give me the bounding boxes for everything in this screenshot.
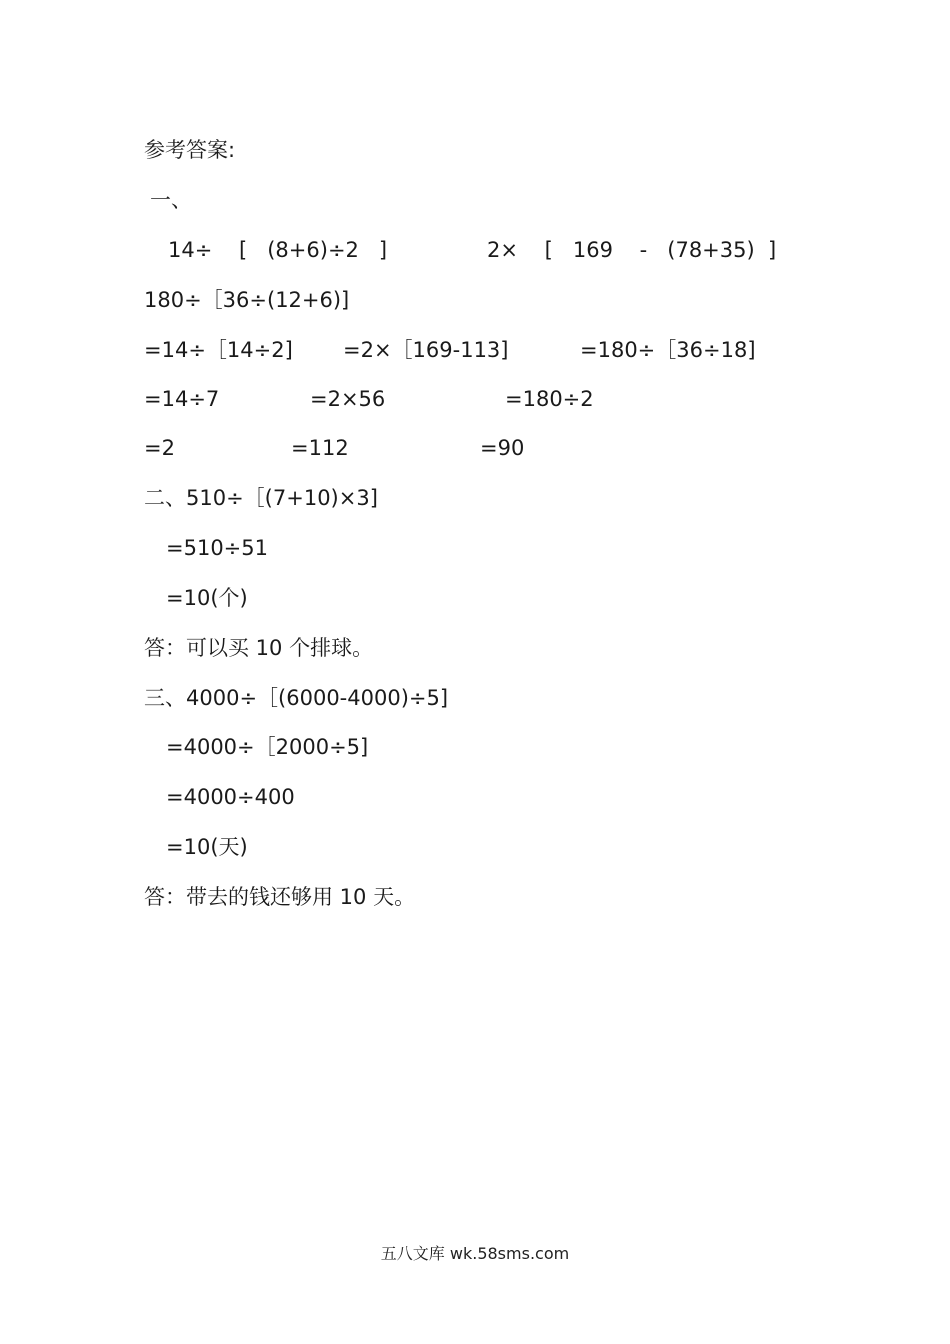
section1-label: 一、: [150, 188, 192, 212]
section2-answer: 答：可以买 10 个排球。: [144, 636, 374, 660]
problem-3: 180÷［36÷(12+6)]: [144, 288, 350, 312]
problem-3-step-2: =180÷2: [505, 387, 594, 411]
problem-2-step-1: =2×［169-113]: [343, 338, 509, 362]
section2-expression: 二、510÷［(7+10)×3]: [144, 486, 378, 510]
footer-watermark: 五八文库 wk.58sms.com: [380, 1244, 570, 1263]
problem-3-result: =90: [480, 436, 525, 460]
heading: 参考答案:: [144, 138, 236, 162]
section3-answer: 答：带去的钱还够用 10 天。: [144, 885, 416, 909]
section3-expression: 三、4000÷［(6000-4000)÷5]: [144, 686, 449, 710]
problem-2: 2× [ 169 - (78+35) ]: [487, 238, 777, 262]
problem-1-step-2: =14÷7: [144, 387, 220, 411]
section2-result: =10(个): [166, 586, 248, 610]
problem-1-step-1: =14÷［14÷2]: [144, 338, 293, 362]
problem-1-result: =2: [144, 436, 175, 460]
problem-3-step-1: =180÷［36÷18]: [580, 338, 756, 362]
section2-step-1: =510÷51: [166, 536, 268, 560]
section3-step-1: =4000÷［2000÷5]: [166, 735, 369, 759]
section3-step-2: =4000÷400: [166, 785, 295, 809]
problem-1: 14÷ [ (8+6)÷2 ]: [168, 238, 388, 262]
problem-2-result: =112: [291, 436, 349, 460]
problem-2-step-2: =2×56: [310, 387, 386, 411]
section3-result: =10(天): [166, 835, 248, 859]
